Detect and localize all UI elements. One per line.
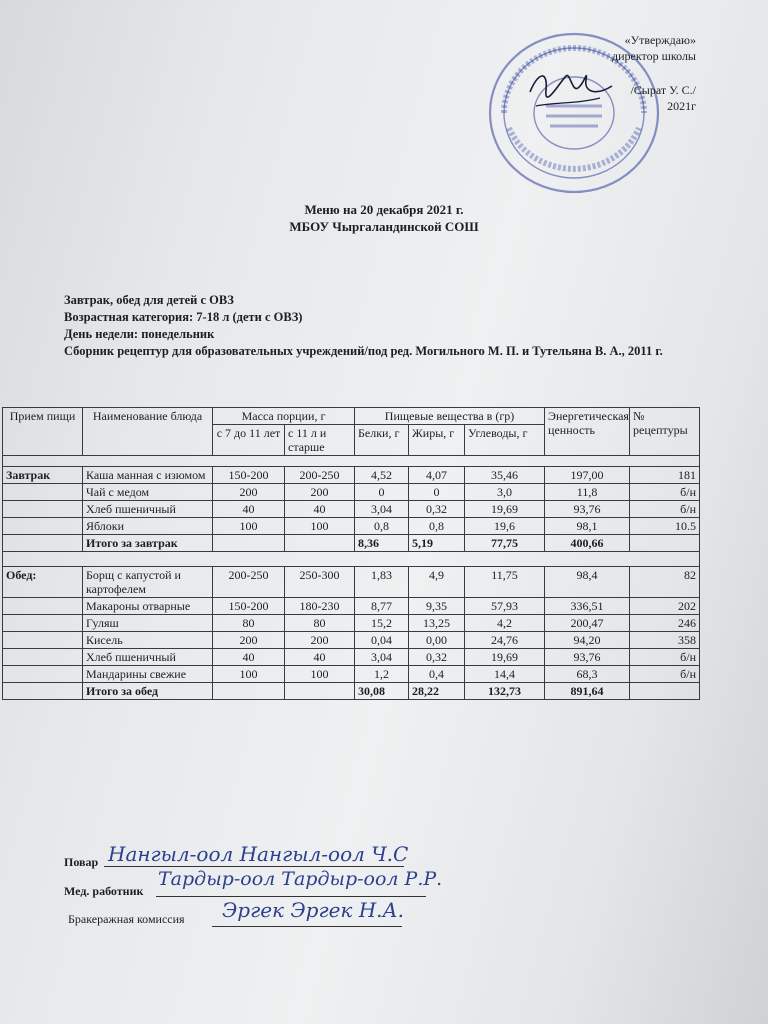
cell-fat: 0,4 — [409, 666, 465, 683]
commission-signature-line — [212, 926, 402, 927]
cell-carbs: 19,6 — [465, 518, 545, 535]
cell-energy: 68,3 — [545, 666, 630, 683]
cell-protein: 4,52 — [355, 467, 409, 484]
table-row — [3, 615, 700, 632]
director-signature — [526, 62, 616, 112]
info-line-3: День недели: понедельник — [64, 327, 215, 341]
cell-total-carbs: 77,75 — [465, 535, 545, 552]
header-mass-11-plus: с 11 л и старше — [285, 425, 355, 456]
header-recipe: № рецептуры — [630, 408, 700, 456]
cell-fat: 9,35 — [409, 598, 465, 615]
cell-protein: 3,04 — [355, 649, 409, 666]
cell-recipe: 82 — [630, 567, 700, 598]
approval-line-3: /Сырат У. С./ — [630, 83, 696, 97]
cell-empty — [630, 535, 700, 552]
cell-mass-b: 80 — [285, 615, 355, 632]
cell-carbs: 35,46 — [465, 467, 545, 484]
cell-mass-b: 200-250 — [285, 467, 355, 484]
cell-recipe: б/н — [630, 666, 700, 683]
cell-fat: 0,00 — [409, 632, 465, 649]
approval-line-1: «Утверждаю» — [624, 33, 696, 47]
cell-fat: 4,07 — [409, 467, 465, 484]
cell-meal — [3, 484, 83, 501]
cell-mass-a: 200-250 — [213, 567, 285, 598]
cell-mass-b: 40 — [285, 649, 355, 666]
info-line-1: Завтрак, обед для детей с ОВЗ — [64, 293, 234, 307]
info-line-4: Сборник рецептур для образовательных учреждений/под ред. Могильного М. П. и Тутельяна В. А., 2011 г. — [64, 344, 663, 358]
cell-protein: 8,77 — [355, 598, 409, 615]
cell-mass-b: 200 — [285, 632, 355, 649]
cook-signature-line — [104, 866, 404, 867]
cell-dish: Макароны отварные — [83, 598, 213, 615]
cell-mass-b: 250-300 — [285, 567, 355, 598]
cell-carbs: 14,4 — [465, 666, 545, 683]
cell-empty — [3, 535, 83, 552]
cell-protein: 1,83 — [355, 567, 409, 598]
cell-mass-b: 40 — [285, 501, 355, 518]
header-mass-7-11: с 7 до 11 лет — [213, 425, 285, 456]
medic-signature: Тардыр-оол Тардыр-оол Р.Р. — [158, 868, 443, 890]
cell-mass-b: 200 — [285, 484, 355, 501]
cell-total-label: Итого за завтрак — [83, 535, 213, 552]
cell-carbs: 19,69 — [465, 501, 545, 518]
cell-energy: 197,00 — [545, 467, 630, 484]
header-energy: Энергетическая ценность — [545, 408, 630, 456]
cell-dish: Чай с медом — [83, 484, 213, 501]
info-line-2: Возрастная категория: 7-18 л (дети с ОВЗ) — [64, 310, 303, 324]
cell-fat: 13,25 — [409, 615, 465, 632]
cell-fat: 0,32 — [409, 501, 465, 518]
cell-meal: Завтрак — [3, 467, 83, 484]
cell-mass-b: 100 — [285, 666, 355, 683]
cell-recipe: б/н — [630, 501, 700, 518]
cell-carbs: 11,75 — [465, 567, 545, 598]
cell-dish: Гуляш — [83, 615, 213, 632]
cell-energy: 11,8 — [545, 484, 630, 501]
cell-total-fat: 28,22 — [409, 683, 465, 700]
cell-mass-a: 40 — [213, 649, 285, 666]
header-meal: Прием пищи — [3, 408, 83, 456]
cell-mass-a: 100 — [213, 666, 285, 683]
cell-dish: Хлеб пшеничный — [83, 501, 213, 518]
total-row — [3, 683, 700, 700]
cell-empty — [285, 535, 355, 552]
breakfast-section — [3, 467, 700, 552]
cell-protein: 0,8 — [355, 518, 409, 535]
cell-recipe: б/н — [630, 649, 700, 666]
cell-energy: 200,47 — [545, 615, 630, 632]
cell-meal — [3, 615, 83, 632]
cell-recipe: б/н — [630, 484, 700, 501]
cell-dish: Яблоки — [83, 518, 213, 535]
cell-protein: 15,2 — [355, 615, 409, 632]
cell-mass-a: 40 — [213, 501, 285, 518]
cell-empty — [285, 683, 355, 700]
cell-mass-a: 100 — [213, 518, 285, 535]
table-row — [3, 567, 700, 598]
table-row — [3, 632, 700, 649]
cell-fat: 4,9 — [409, 567, 465, 598]
lunch-section — [3, 567, 700, 700]
cell-meal — [3, 518, 83, 535]
header-dish: Наименование блюда — [83, 408, 213, 456]
cell-total-energy: 400,66 — [545, 535, 630, 552]
header-carbs: Углеводы, г — [465, 425, 545, 456]
medic-signature-line — [156, 896, 426, 897]
header-protein: Белки, г — [355, 425, 409, 456]
total-row — [3, 535, 700, 552]
cell-carbs: 19,69 — [465, 649, 545, 666]
cell-total-protein: 8,36 — [355, 535, 409, 552]
cell-dish: Борщ с капустой и картофелем — [83, 567, 213, 598]
header-nutrients: Пищевые вещества в (гр) — [355, 408, 545, 425]
cell-energy: 94,20 — [545, 632, 630, 649]
cell-dish: Кисель — [83, 632, 213, 649]
cell-empty — [213, 535, 285, 552]
menu-table — [2, 407, 700, 700]
approval-line-2: директор школы — [612, 49, 696, 63]
menu-info — [64, 292, 724, 360]
cell-energy: 93,76 — [545, 649, 630, 666]
cell-total-protein: 30,08 — [355, 683, 409, 700]
cell-recipe: 358 — [630, 632, 700, 649]
cell-mass-a: 200 — [213, 632, 285, 649]
table-row — [3, 467, 700, 484]
cell-empty — [213, 683, 285, 700]
commission-label: Бракеражная комиссия — [68, 912, 185, 926]
cook-label: Повар — [64, 855, 99, 869]
cell-fat: 0,32 — [409, 649, 465, 666]
table-row — [3, 598, 700, 615]
header-mass: Масса порции, г — [213, 408, 355, 425]
cell-dish: Мандарины свежие — [83, 666, 213, 683]
cell-protein: 0 — [355, 484, 409, 501]
cell-carbs: 24,76 — [465, 632, 545, 649]
table-row — [3, 666, 700, 683]
cell-recipe: 10.5 — [630, 518, 700, 535]
title-line-1: Меню на 20 декабря 2021 г. — [304, 202, 464, 217]
cell-total-fat: 5,19 — [409, 535, 465, 552]
cell-total-energy: 891,64 — [545, 683, 630, 700]
cell-total-label: Итого за обед — [83, 683, 213, 700]
cell-fat: 0 — [409, 484, 465, 501]
cell-meal — [3, 501, 83, 518]
header-fat: Жиры, г — [409, 425, 465, 456]
cell-empty — [3, 683, 83, 700]
section-gap — [3, 552, 700, 567]
cell-carbs: 3,0 — [465, 484, 545, 501]
cell-energy: 98,1 — [545, 518, 630, 535]
cook-signature: Нангыл-оол Нангыл-оол Ч.С — [108, 842, 409, 866]
cell-meal — [3, 649, 83, 666]
approval-block — [612, 32, 696, 114]
cell-energy: 93,76 — [545, 501, 630, 518]
cell-meal — [3, 598, 83, 615]
cell-meal — [3, 632, 83, 649]
cell-mass-a: 150-200 — [213, 598, 285, 615]
cell-fat: 0,8 — [409, 518, 465, 535]
title-line-2: МБОУ Чыргаландинской СОШ — [289, 219, 479, 234]
cell-carbs: 57,93 — [465, 598, 545, 615]
document-title — [0, 201, 768, 235]
cell-mass-a: 200 — [213, 484, 285, 501]
cell-recipe: 202 — [630, 598, 700, 615]
cell-mass-a: 80 — [213, 615, 285, 632]
cell-recipe: 181 — [630, 467, 700, 484]
medic-label: Мед. работник — [64, 884, 144, 898]
cell-protein: 0,04 — [355, 632, 409, 649]
cell-energy: 336,51 — [545, 598, 630, 615]
table-row — [3, 484, 700, 501]
cell-dish: Каша манная с изюмом — [83, 467, 213, 484]
cell-meal: Обед: — [3, 567, 83, 598]
table-row — [3, 501, 700, 518]
cell-dish: Хлеб пшеничный — [83, 649, 213, 666]
cell-protein: 1,2 — [355, 666, 409, 683]
approval-line-4: 2021г — [667, 99, 696, 113]
cell-energy: 98,4 — [545, 567, 630, 598]
table-row — [3, 649, 700, 666]
cell-total-carbs: 132,73 — [465, 683, 545, 700]
cell-mass-a: 150-200 — [213, 467, 285, 484]
cell-carbs: 4,2 — [465, 615, 545, 632]
cell-mass-b: 180-230 — [285, 598, 355, 615]
cell-empty — [630, 683, 700, 700]
cell-meal — [3, 666, 83, 683]
cell-protein: 3,04 — [355, 501, 409, 518]
commission-signature: Эргек Эргек Н.А. — [222, 898, 405, 922]
cell-recipe: 246 — [630, 615, 700, 632]
cell-mass-b: 100 — [285, 518, 355, 535]
table-row — [3, 518, 700, 535]
